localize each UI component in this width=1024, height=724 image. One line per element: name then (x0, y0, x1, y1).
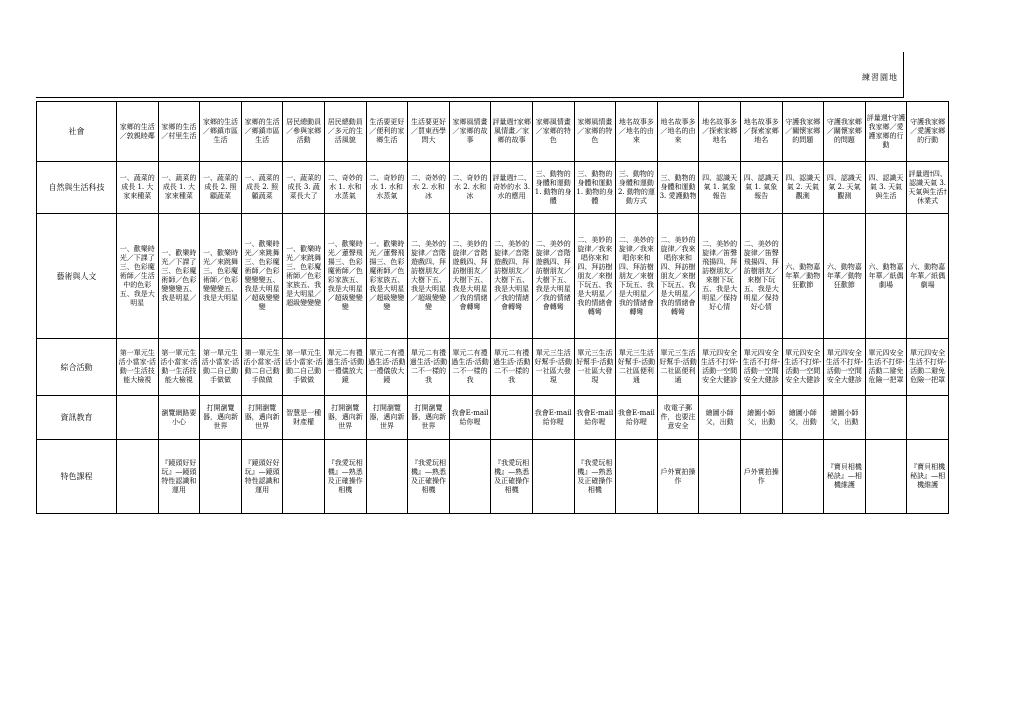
week-cell: 打開瀏覽器，邁向新世界 (366, 396, 408, 440)
week-cell: 家鄉的生活／敦親睦鄰 (117, 102, 159, 162)
week-cell: 我會E-mail給你喔 (532, 396, 574, 440)
week-cell (491, 396, 533, 440)
week-cell: 單元二有禮過生活-活動一禮儀放大鏡 (366, 339, 408, 396)
week-cell (366, 440, 408, 514)
week-cell: 二、美妙的旋律／笛聲飛揚四、拜訪樹朋友／來樹下玩五、我是大明星／保持好心情 (699, 214, 741, 339)
week-cell: 單元二有禮過生活-活動一禮儀放大鏡 (324, 339, 366, 396)
week-cell: 四、認識天氣 1. 氣象報告 (740, 162, 782, 214)
week-cell: 一、歡樂時光／下課了三、色彩魔術師／生活中的色彩五、我是大明星 (117, 214, 159, 339)
week-cell: 一、歡樂時光／下課了三、色彩魔術師／色彩變變變五、我是明星／ (158, 214, 200, 339)
row-integrative (37, 339, 949, 396)
week-cell (865, 396, 907, 440)
week-cell: 二、美妙的旋律／我來唱你來和四、拜訪樹朋友／來樹下玩五、我是大明星／我的情緒會轉彎 (616, 214, 658, 339)
week-cell: 評量週†家鄉風情畫／家鄉的故事 (491, 102, 533, 162)
week-cell (699, 440, 741, 514)
week-cell: 智慧是一種財產權 (283, 396, 325, 440)
week-cell: 一、蔬菜的成長 1. 大家來種菜 (158, 162, 200, 214)
curriculum-table (36, 101, 949, 514)
week-cell: 二、美妙的旋律／音階遊戲四、拜訪樹朋友／大樹下五、我是大明星／我的情緒會轉彎 (491, 214, 533, 339)
week-cell (782, 440, 824, 514)
week-cell: 『寶貝相機秘訣』—相機維護 (907, 440, 949, 514)
week-cell: 打開瀏覽器，邁向新世界 (200, 396, 242, 440)
subject-cell: 社會 (37, 102, 117, 162)
week-cell: 守護我家鄉／關懷家鄉的問題 (824, 102, 866, 162)
week-cell: 單元二有禮過生活-活動二不一樣的我 (491, 339, 533, 396)
week-cell: 家鄉的生活／鄉鎮市區生活 (241, 102, 283, 162)
week-cell: 二、奇妙的水 1. 水和水蒸氣 (366, 162, 408, 214)
week-cell: 三、動物的身體和運動 1. 動物的身體 (574, 162, 616, 214)
week-cell: 二、奇妙的水 2. 水和冰 (408, 162, 450, 214)
week-cell: 四、認識天氣 2. 天氣觀測 (824, 162, 866, 214)
week-cell: 『我愛玩相機』—熟悉及正確操作相機 (574, 440, 616, 514)
week-cell: 家鄉風情畫／家鄉的特色 (532, 102, 574, 162)
week-cell (616, 440, 658, 514)
week-cell: 評量週†守護我家鄉／愛護家鄉的行動 (865, 102, 907, 162)
week-cell: 居民總動員／多元的生活風貌 (324, 102, 366, 162)
week-cell: 繪圖小師父，出動 (824, 396, 866, 440)
week-cell: 三、動物的身體和運動 2. 動物的運動方式 (616, 162, 658, 214)
header-vertical-rule (903, 52, 904, 98)
week-cell: 單元三生活好幫手-活動二社區便利通 (616, 339, 658, 396)
week-cell: 打開瀏覽器，邁向新世界 (324, 396, 366, 440)
week-cell: 一、蔬菜的成長 2. 照顧蔬菜 (241, 162, 283, 214)
week-cell: 我會E-mail給你喔 (449, 396, 491, 440)
week-cell: 一、歡樂時光／蓮聲飛揚三、色彩魔術師／色彩家族五、我是大明星／超級變變變 (324, 214, 366, 339)
week-cell: 一、蔬菜的成長 1. 大家來種菜 (117, 162, 159, 214)
row-info-ed (37, 396, 949, 440)
week-cell: 第一單元生活小當家-活動一生活技能大檢視 (117, 339, 159, 396)
row-science (37, 162, 949, 214)
week-cell: 單元四安全生活不打烊-活動一空間安全大健診 (824, 339, 866, 396)
week-cell: 單元二有禮過生活-活動二不一樣的我 (449, 339, 491, 396)
week-cell: 六、動物嘉年華／動物狂歡節 (824, 214, 866, 339)
week-cell: 二、美妙的旋律／音階遊戲四、拜訪樹朋友／大樹下五、我是大明星／超級變變變 (408, 214, 450, 339)
week-cell: 繪圖小師父，出動 (699, 396, 741, 440)
week-cell: 守護我家鄉／關懷家鄉的問題 (782, 102, 824, 162)
week-cell: 守護我家鄉／愛護家鄉的行動 (907, 102, 949, 162)
subject-cell: 特色課程 (37, 440, 117, 514)
week-cell: 地名故事多／地名的由來 (616, 102, 658, 162)
week-cell: 『我愛玩相機』—熟悉及正確操作相機 (324, 440, 366, 514)
week-cell: 單元四安全生活不打烊-活動二避免危險一把罩 (865, 339, 907, 396)
week-cell: 四、認識天氣 2. 天氣觀測 (782, 162, 824, 214)
week-cell: 三、動物的身體和運動 1. 動物的身體 (532, 162, 574, 214)
week-cell: 戶外實拍操作 (657, 440, 699, 514)
week-cell: 地名故事多／地名的由來 (657, 102, 699, 162)
week-cell: 一、歡樂時光／來跳舞三、色彩魔術師／色彩家族五、我是大明星／超級變變變 (283, 214, 325, 339)
week-cell (865, 440, 907, 514)
week-cell: 收電子郵件，也要注意安全 (657, 396, 699, 440)
week-cell (200, 440, 242, 514)
week-cell: 單元二有禮過生活-活動二不一樣的我 (408, 339, 450, 396)
week-cell: 『我愛玩相機』—熟悉及正確操作相機 (408, 440, 450, 514)
week-cell: 六、動物嘉年華／紙偶劇場 (907, 214, 949, 339)
week-cell: 家鄉風情畫／家鄉的故事 (449, 102, 491, 162)
subject-cell: 藝術與人文 (37, 214, 117, 339)
week-cell: 六、動物嘉年華／動物狂歡節 (782, 214, 824, 339)
week-cell: 第一單元生活小當家-活動一生活技能大檢視 (158, 339, 200, 396)
week-cell: 繪圖小師父，出動 (782, 396, 824, 440)
week-cell: 單元三生活好幫手-活動二社區便利通 (657, 339, 699, 396)
week-cell: 家鄉的生活／村里生活 (158, 102, 200, 162)
week-cell: 打開瀏覽器，邁向新世界 (408, 396, 450, 440)
week-cell: 『寶貝相機秘訣』—相機維護 (824, 440, 866, 514)
week-cell: 二、美妙的旋律／音階遊戲四、拜訪樹朋友／大樹下五、我是大明星／我的情緒會轉彎 (532, 214, 574, 339)
subject-cell: 自然與生活科技 (37, 162, 117, 214)
week-cell: 生活要更好／便利的家鄉生活 (366, 102, 408, 162)
week-cell: 一、蔬菜的成長 2. 照顧蔬菜 (200, 162, 242, 214)
week-cell: 二、美妙的旋律／我來唱你來和四、拜訪樹朋友／來樹下玩五、我是大明星／我的情緒會轉彎 (574, 214, 616, 339)
week-cell (117, 396, 159, 440)
row-special-course (37, 440, 949, 514)
week-cell: 繪圖小師父，出動 (740, 396, 782, 440)
week-cell: 地名故事多／探索家鄉地名 (740, 102, 782, 162)
week-cell: 戶外實拍操作 (740, 440, 782, 514)
week-cell: 『鏡頭好好玩』—鏡頭特性認識和運用 (241, 440, 283, 514)
week-cell (283, 440, 325, 514)
week-cell: 單元四安全生活不打烊-活動一空間安全大健診 (740, 339, 782, 396)
week-cell: 六、動物嘉年華／紙偶劇場 (865, 214, 907, 339)
week-cell: 二、奇妙的水 2. 水和冰 (449, 162, 491, 214)
week-cell (532, 440, 574, 514)
practice-area-label: 練習園地 (862, 73, 898, 82)
week-cell: 我會E-mail給你喔 (616, 396, 658, 440)
week-cell: 四、認識天氣 3. 天氣與生活 (865, 162, 907, 214)
subject-cell: 資訊教育 (37, 396, 117, 440)
header-horizontal-rule (36, 97, 904, 98)
week-cell: 單元四安全生活不打烊-活動一空間安全大健診 (699, 339, 741, 396)
week-cell: 一、歡樂時光／來跳舞三、色彩魔術師／色彩變變變五、我是大明星／超級變變變 (241, 214, 283, 339)
week-cell: 單元四安全生活不打烊-活動一空間安全大健診 (782, 339, 824, 396)
week-cell: 瀏覽網路要小心 (158, 396, 200, 440)
week-cell: 單元三生活好幫手-活動一社區大發現 (532, 339, 574, 396)
week-cell: 『我愛玩相機』—熟悉及正確操作相機 (491, 440, 533, 514)
week-cell: 一、歡樂時光／來跳舞三、色彩魔術師／色彩變變變五、我是大明星 (200, 214, 242, 339)
week-cell: 二、美妙的旋律／笛聲飛揚四、拜訪樹朋友／來樹下玩五、我是大明星／保持好心情 (740, 214, 782, 339)
subject-cell: 綜合活動 (37, 339, 117, 396)
week-cell: 家鄉風情畫／家鄉的特色 (574, 102, 616, 162)
week-cell: 居民總動員／參與家鄉活動 (283, 102, 325, 162)
week-cell: 單元三生活好幫手-活動一社區大發現 (574, 339, 616, 396)
week-cell: 地名故事多／探索家鄉地名 (699, 102, 741, 162)
week-cell: 評量週†四、認識天氣 3. 天氣與生活†休業式 (907, 162, 949, 214)
week-cell: 單元四安全生活不打烊-活動二避免危險一把罩 (907, 339, 949, 396)
week-cell: 評量週†二、奇妙的水 3. 水的應用 (491, 162, 533, 214)
week-cell: 一、歡樂時光／蓮聲飛揚三、色彩魔術師／色彩家族五、我是大明星／超級變變變 (366, 214, 408, 339)
week-cell: 家鄉的生活／鄉鎮市區生活 (200, 102, 242, 162)
week-cell: 一、蔬菜的成長 3. 蔬菜長大了 (283, 162, 325, 214)
row-arts (37, 214, 949, 339)
row-social (37, 102, 949, 162)
week-cell: 四、認識天氣 1. 氣象報告 (699, 162, 741, 214)
week-cell: 我會E-mail給你喔 (574, 396, 616, 440)
week-cell (907, 396, 949, 440)
week-cell: 二、奇妙的水 1. 水和水蒸氣 (324, 162, 366, 214)
week-cell: 二、美妙的旋律／音階遊戲四、拜訪樹朋友／大樹下五、我是大明星／我的情緒會轉彎 (449, 214, 491, 339)
week-cell (117, 440, 159, 514)
week-cell: 『鏡頭好好玩』—鏡頭特性認識和運用 (158, 440, 200, 514)
week-cell: 生活要更好／買東西學問大 (408, 102, 450, 162)
week-cell: 三、動物的身體和運動 3. 愛護動物 (657, 162, 699, 214)
week-cell: 二、美妙的旋律／我來唱你來和四、拜訪樹朋友／來樹下玩五、我是大明星／我的情緒會轉彎 (657, 214, 699, 339)
week-cell: 第一單元生活小當家-活動二自己動手做做 (283, 339, 325, 396)
week-cell: 打開瀏覽器，邁向新世界 (241, 396, 283, 440)
week-cell (449, 440, 491, 514)
week-cell: 第一單元生活小當家-活動二自己動手做做 (200, 339, 242, 396)
week-cell: 第一單元生活小當家-活動二自己動手做做 (241, 339, 283, 396)
